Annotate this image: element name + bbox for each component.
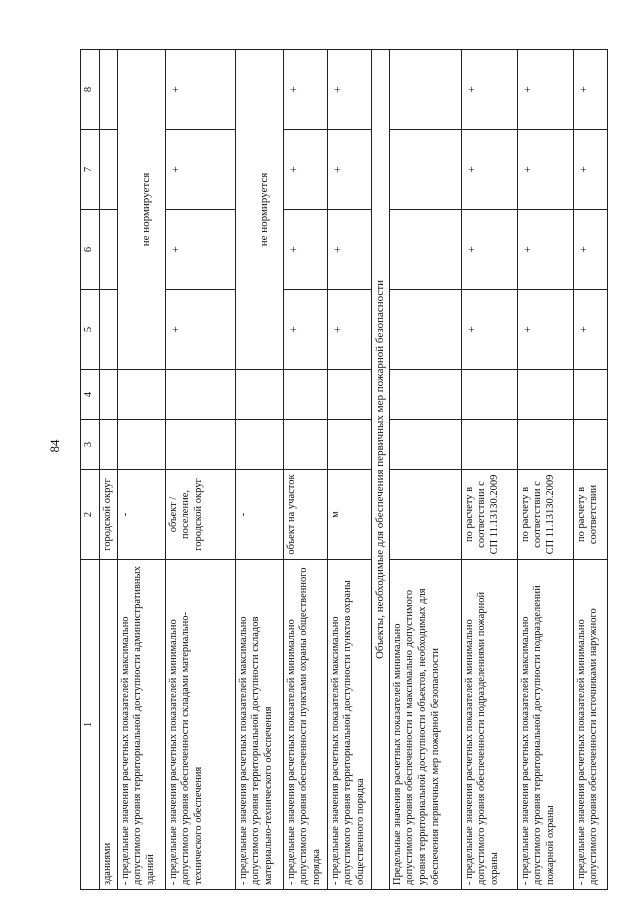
table-row: [517, 50, 573, 890]
row-unit: объект / поселение, городской округ: [165, 470, 235, 560]
cell: [117, 370, 165, 420]
cell: +: [517, 210, 573, 290]
cell: [327, 420, 371, 470]
cell: [517, 370, 573, 420]
cell: [389, 290, 461, 370]
col-header-7: 7: [81, 130, 100, 210]
table-row: [461, 50, 517, 890]
cell: +: [283, 290, 327, 370]
cell: [283, 420, 327, 470]
cell: +: [165, 290, 235, 370]
cell: +: [327, 50, 371, 130]
cell: [573, 370, 607, 420]
cell: +: [517, 50, 573, 130]
cell: +: [573, 210, 607, 290]
table-row: [389, 50, 461, 890]
row-name: - предельные значения расчетных показателей максимально допустимого уровня территориальной доступности складов материально-технического обеспечения: [235, 560, 283, 890]
not-regulated-cell: не нормируется: [117, 50, 165, 370]
cell: [117, 420, 165, 470]
row-name: - предельные значения расчетных показателей максимально допустимого уровня территориальной доступности пунктов охраны общественного порядка: [327, 560, 371, 890]
table-row: [100, 50, 118, 890]
cell: +: [461, 130, 517, 210]
section-title: Объекты, необходимые для обеспечения первичных мер пожарной безопасности: [371, 50, 389, 890]
table-row: [235, 50, 283, 890]
cell: +: [327, 290, 371, 370]
column-number-row: [81, 50, 100, 890]
cell: +: [573, 290, 607, 370]
cell: +: [327, 210, 371, 290]
cell: [461, 370, 517, 420]
cell: [100, 210, 118, 290]
row-unit: -: [235, 470, 283, 560]
cell: +: [573, 130, 607, 210]
cell: [100, 290, 118, 370]
row-unit: объект на участок: [283, 470, 327, 560]
col-header-5: 5: [81, 290, 100, 370]
cell: [165, 370, 235, 420]
row-name: - предельные значения расчетных показателей максимально допустимого уровня территориальной доступности административных зданий: [117, 560, 165, 890]
cell: [573, 420, 607, 470]
cell: [517, 420, 573, 470]
cell: [389, 420, 461, 470]
row-name: зданиями: [100, 560, 118, 890]
row-name: - предельные значения расчетных показателей минимально допустимого уровня обеспеченности пунктами охраны общественного порядка: [283, 560, 327, 890]
table-row: [117, 50, 165, 890]
row-unit: городской округ: [100, 470, 118, 560]
cell: +: [165, 50, 235, 130]
cell: +: [165, 130, 235, 210]
cell: +: [283, 210, 327, 290]
cell: +: [461, 290, 517, 370]
page-number: 84: [47, 439, 62, 453]
col-header-8: 8: [81, 50, 100, 130]
row-unit: [389, 470, 461, 560]
rotated-table-container: [80, 50, 600, 890]
row-name: - предельные значения расчетных показателей максимально допустимого уровня территориальной доступности подразделений пожарной охраны: [517, 560, 573, 890]
cell: [389, 50, 461, 130]
cell: [327, 370, 371, 420]
row-name: - предельные значения расчетных показателей минимально допустимого уровня обеспеченности подразделениями пожарной охраны: [461, 560, 517, 890]
table-row: [165, 50, 235, 890]
table-row: [283, 50, 327, 890]
cell: [100, 370, 118, 420]
row-unit: по расчету в соответствии с СП 11.13130.2009: [461, 470, 517, 560]
row-name: - предельные значения расчетных показателей минимально допустимого уровня обеспеченности источниками наружного: [573, 560, 607, 890]
cell: +: [517, 290, 573, 370]
cell: [165, 420, 235, 470]
norms-table: [80, 49, 608, 890]
row-unit: по расчету в соответствии: [573, 470, 607, 560]
cell: +: [573, 50, 607, 130]
section-row: [371, 50, 389, 890]
cell: [461, 420, 517, 470]
cell: [283, 370, 327, 420]
cell: [235, 370, 283, 420]
cell: [389, 370, 461, 420]
cell: +: [461, 210, 517, 290]
cell: +: [461, 50, 517, 130]
cell: [389, 210, 461, 290]
cell: [389, 130, 461, 210]
cell: [235, 420, 283, 470]
cell: +: [283, 130, 327, 210]
col-header-6: 6: [81, 210, 100, 290]
cell: [100, 420, 118, 470]
not-regulated-cell: не нормируется: [235, 50, 283, 370]
col-header-1: 1: [81, 560, 100, 890]
col-header-4: 4: [81, 370, 100, 420]
cell: [100, 50, 118, 130]
row-name: Предельные значения расчетных показателей минимально допустимого уровня обеспеченности и максимально допустимого уровня территориальной доступности объектов, необходимых для обеспечения первичных мер пожарной безопасности: [389, 560, 461, 890]
cell: +: [165, 210, 235, 290]
table-row: [573, 50, 607, 890]
row-unit: по расчету в соответствии с СП 11.13130.2009: [517, 470, 573, 560]
row-unit: -: [117, 470, 165, 560]
row-unit: м: [327, 470, 371, 560]
cell: +: [327, 130, 371, 210]
cell: +: [517, 130, 573, 210]
cell: +: [283, 50, 327, 130]
cell: [100, 130, 118, 210]
row-name: - предельные значения расчетных показателей минимально допустимого уровня обеспеченности складами материально-технического обеспечения: [165, 560, 235, 890]
table-row: [327, 50, 371, 890]
col-header-3: 3: [81, 420, 100, 470]
col-header-2: 2: [81, 470, 100, 560]
